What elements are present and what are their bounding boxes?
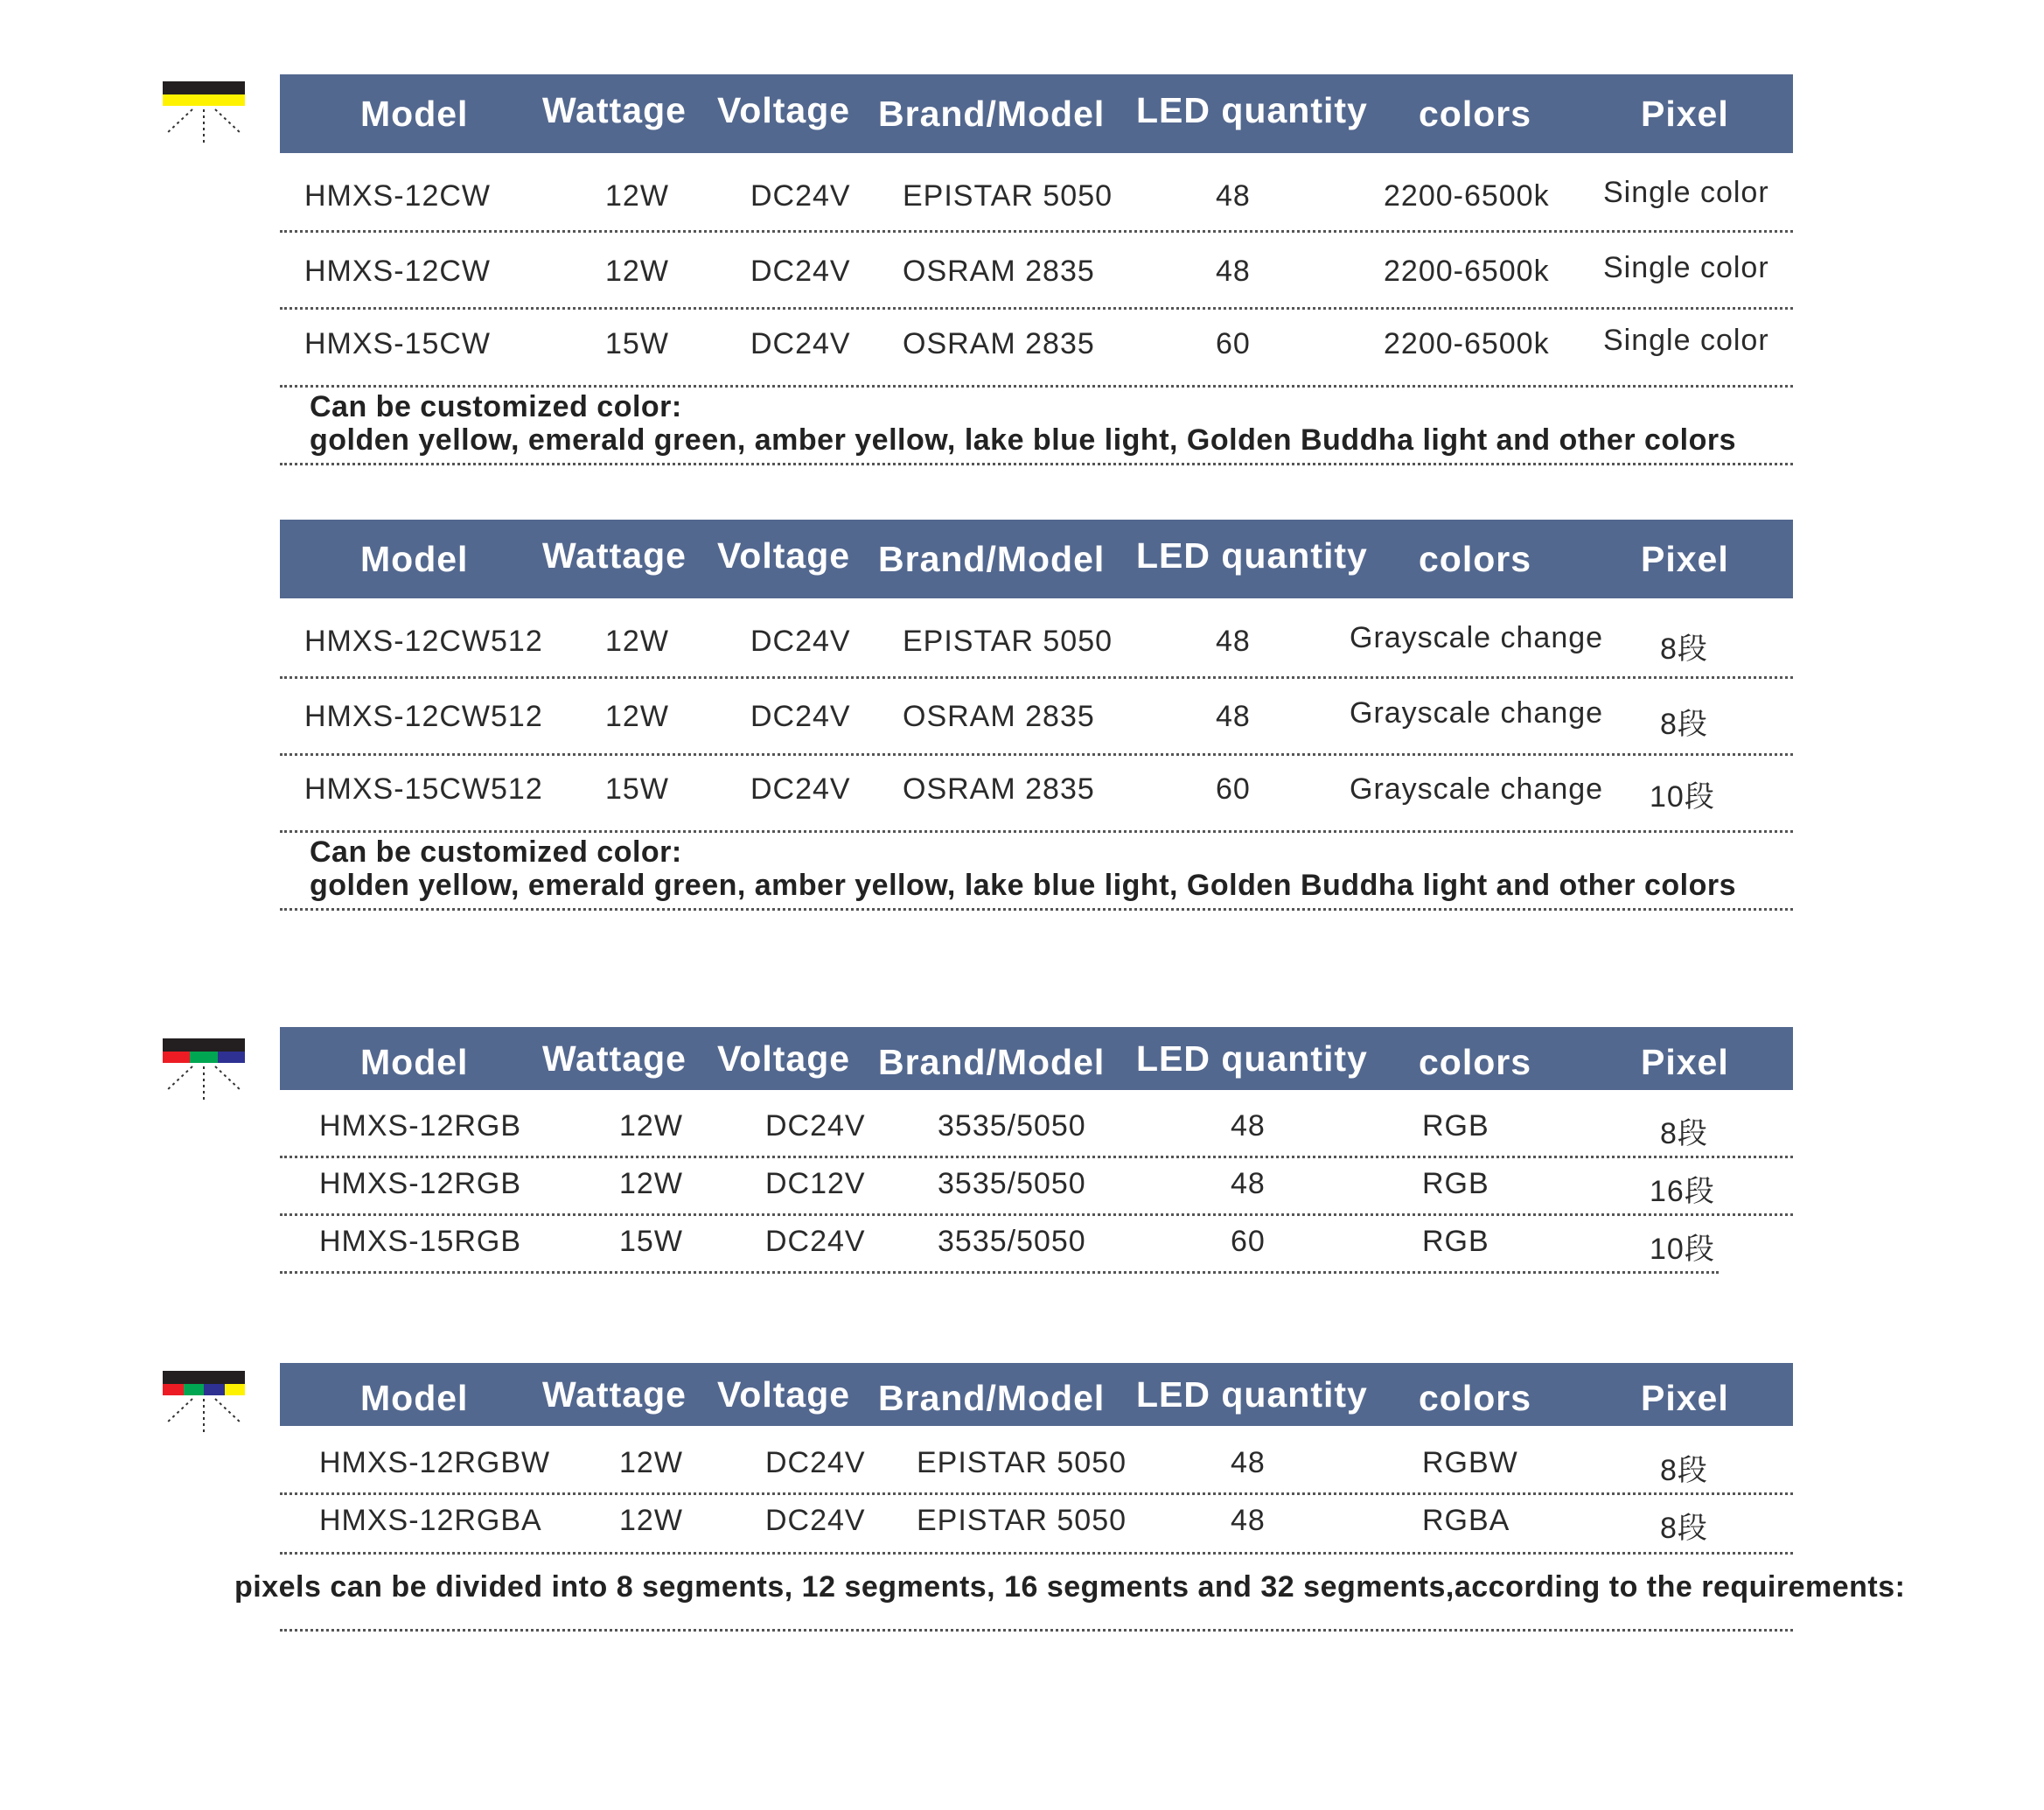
header-led-quantity: LED quantity	[1136, 90, 1368, 130]
cell-pixel: 8段	[1660, 632, 1708, 666]
cell-colors: RGB	[1422, 1167, 1489, 1200]
cell-wattage: 12W	[619, 1446, 683, 1479]
cell-model: HMXS-12RGB	[319, 1109, 522, 1143]
rgb-strip-icon	[163, 1038, 245, 1101]
header-pixel: Pixel	[1641, 1378, 1729, 1418]
cell-pixel: 10段	[1650, 780, 1715, 814]
header-colors: colors	[1419, 94, 1532, 134]
header-led-quantity: LED quantity	[1136, 1374, 1368, 1415]
strip-color-band	[163, 94, 245, 106]
cell-led-quantity: 60	[1231, 1225, 1266, 1258]
row-divider	[280, 1552, 1793, 1555]
header-led-quantity: LED quantity	[1136, 1038, 1368, 1079]
custom-color-note-title: Can be customized color:	[310, 390, 682, 423]
header-colors: colors	[1419, 539, 1532, 579]
row-divider	[280, 385, 1793, 388]
cell-model: HMXS-15CW	[304, 327, 492, 360]
header-voltage: Voltage	[717, 1374, 851, 1415]
section-divider	[280, 463, 1793, 465]
row-divider	[280, 1492, 1793, 1495]
custom-color-note-body: golden yellow, emerald green, amber yellow, lake blue light, Golden Buddha light and other colors	[310, 869, 1737, 902]
cell-voltage: DC24V	[750, 625, 851, 658]
cell-brand: EPISTAR 5050	[917, 1446, 1127, 1479]
cell-pixel: 8段	[1660, 1117, 1708, 1150]
cell-voltage: DC24V	[750, 772, 851, 806]
cell-voltage: DC24V	[765, 1504, 866, 1537]
cell-led-quantity: 48	[1231, 1109, 1266, 1143]
cell-voltage: DC24V	[765, 1109, 866, 1143]
cell-led-quantity: 48	[1216, 255, 1251, 288]
header-pixel: Pixel	[1641, 94, 1729, 134]
cell-colors: RGB	[1422, 1225, 1489, 1258]
cell-wattage: 12W	[605, 255, 669, 288]
cell-pixel: 8段	[1660, 1512, 1708, 1545]
header-voltage: Voltage	[717, 90, 851, 130]
header-wattage: Wattage	[542, 90, 687, 130]
row-divider	[280, 307, 1793, 310]
cell-colors: 2200-6500k	[1384, 327, 1550, 360]
cell-pixel: 16段	[1650, 1175, 1715, 1208]
cell-wattage: 12W	[619, 1109, 683, 1143]
header-model: Model	[360, 1378, 469, 1418]
single-color-strip-icon	[163, 81, 245, 144]
cell-model: HMXS-12CW512	[304, 700, 543, 733]
cell-model: HMXS-15RGB	[319, 1225, 522, 1258]
section-divider	[280, 1629, 1793, 1632]
custom-color-note-body: golden yellow, emerald green, amber yellow, lake blue light, Golden Buddha light and other colors	[310, 423, 1737, 457]
cell-wattage: 12W	[605, 625, 669, 658]
row-divider	[280, 1156, 1793, 1158]
cell-model: HMXS-12RGBW	[319, 1446, 551, 1479]
cell-voltage: DC12V	[765, 1167, 866, 1200]
table3-header	[280, 1027, 1793, 1090]
cell-wattage: 15W	[605, 327, 669, 360]
cell-colors: Grayscale change	[1350, 696, 1604, 730]
custom-color-note-title: Can be customized color:	[310, 835, 682, 869]
cell-model: HMXS-12CW512	[304, 625, 543, 658]
table2-header	[280, 520, 1793, 598]
table4-header	[280, 1363, 1793, 1426]
cell-brand: EPISTAR 5050	[903, 179, 1113, 213]
header-voltage: Voltage	[717, 1038, 851, 1079]
cell-voltage: DC24V	[750, 179, 851, 213]
row-divider	[280, 1271, 1719, 1274]
cell-voltage: DC24V	[750, 327, 851, 360]
cell-colors: RGBA	[1422, 1504, 1510, 1537]
cell-pixel: 8段	[1660, 708, 1708, 741]
cell-pixel: 8段	[1660, 1454, 1708, 1487]
pixel-segments-note: pixels can be divided into 8 segments, 12 segments, 16 segments and 32 segments,according to the requirements:	[234, 1570, 1906, 1604]
cell-brand: EPISTAR 5050	[903, 625, 1113, 658]
row-divider	[280, 830, 1793, 833]
cell-colors: Grayscale change	[1350, 621, 1604, 654]
cell-colors: RGBW	[1422, 1446, 1518, 1479]
header-pixel: Pixel	[1641, 539, 1729, 579]
row-divider	[280, 1213, 1793, 1216]
cell-brand: EPISTAR 5050	[917, 1504, 1127, 1537]
cell-wattage: 15W	[605, 772, 669, 806]
cell-colors: 2200-6500k	[1384, 179, 1550, 213]
cell-led-quantity: 60	[1216, 772, 1251, 806]
cell-model: HMXS-12RGB	[319, 1167, 522, 1200]
header-colors: colors	[1419, 1378, 1532, 1418]
cell-led-quantity: 48	[1231, 1504, 1266, 1537]
cell-brand: OSRAM 2835	[903, 255, 1095, 288]
cell-wattage: 15W	[619, 1225, 683, 1258]
cell-model: HMXS-12RGBA	[319, 1504, 542, 1537]
table1-header	[280, 74, 1793, 153]
cell-led-quantity: 60	[1216, 327, 1251, 360]
header-voltage: Voltage	[717, 535, 851, 576]
cell-model: HMXS-15CW512	[304, 772, 543, 806]
cell-colors: 2200-6500k	[1384, 255, 1550, 288]
cell-voltage: DC24V	[765, 1225, 866, 1258]
cell-led-quantity: 48	[1216, 179, 1251, 213]
cell-led-quantity: 48	[1216, 700, 1251, 733]
cell-brand: OSRAM 2835	[903, 700, 1095, 733]
cell-brand: 3535/5050	[938, 1109, 1086, 1143]
cell-voltage: DC24V	[750, 255, 851, 288]
strip-color-band	[163, 1052, 245, 1063]
rgbw-strip-icon	[163, 1371, 245, 1434]
header-model: Model	[360, 539, 469, 579]
cell-model: HMXS-12CW	[304, 179, 492, 213]
header-model: Model	[360, 1042, 469, 1082]
cell-brand: 3535/5050	[938, 1167, 1086, 1200]
strip-top-band	[163, 1038, 245, 1052]
cell-brand: 3535/5050	[938, 1225, 1086, 1258]
cell-wattage: 12W	[605, 179, 669, 213]
header-brand-model: Brand/Model	[878, 1378, 1106, 1418]
header-model: Model	[360, 94, 469, 134]
cell-wattage: 12W	[619, 1504, 683, 1537]
strip-color-band	[163, 1384, 245, 1395]
strip-top-band	[163, 81, 245, 94]
cell-pixel: Single color	[1603, 251, 1769, 284]
header-wattage: Wattage	[542, 535, 687, 576]
cell-colors: Grayscale change	[1350, 772, 1604, 806]
cell-model: HMXS-12CW	[304, 255, 492, 288]
cell-pixel: Single color	[1603, 324, 1769, 357]
cell-colors: RGB	[1422, 1109, 1489, 1143]
cell-pixel: Single color	[1603, 176, 1769, 209]
cell-pixel: 10段	[1650, 1233, 1715, 1266]
cell-led-quantity: 48	[1231, 1446, 1266, 1479]
header-led-quantity: LED quantity	[1136, 535, 1368, 576]
header-pixel: Pixel	[1641, 1042, 1729, 1082]
cell-brand: OSRAM 2835	[903, 327, 1095, 360]
header-brand-model: Brand/Model	[878, 1042, 1106, 1082]
cell-wattage: 12W	[605, 700, 669, 733]
row-divider	[280, 230, 1793, 233]
row-divider	[280, 753, 1793, 756]
section-divider	[280, 908, 1793, 911]
header-wattage: Wattage	[542, 1374, 687, 1415]
cell-wattage: 12W	[619, 1167, 683, 1200]
header-colors: colors	[1419, 1042, 1532, 1082]
header-brand-model: Brand/Model	[878, 94, 1106, 134]
header-wattage: Wattage	[542, 1038, 687, 1079]
cell-led-quantity: 48	[1231, 1167, 1266, 1200]
header-brand-model: Brand/Model	[878, 539, 1106, 579]
cell-brand: OSRAM 2835	[903, 772, 1095, 806]
cell-led-quantity: 48	[1216, 625, 1251, 658]
cell-voltage: DC24V	[765, 1446, 866, 1479]
strip-top-band	[163, 1371, 245, 1384]
row-divider	[280, 676, 1793, 679]
cell-voltage: DC24V	[750, 700, 851, 733]
